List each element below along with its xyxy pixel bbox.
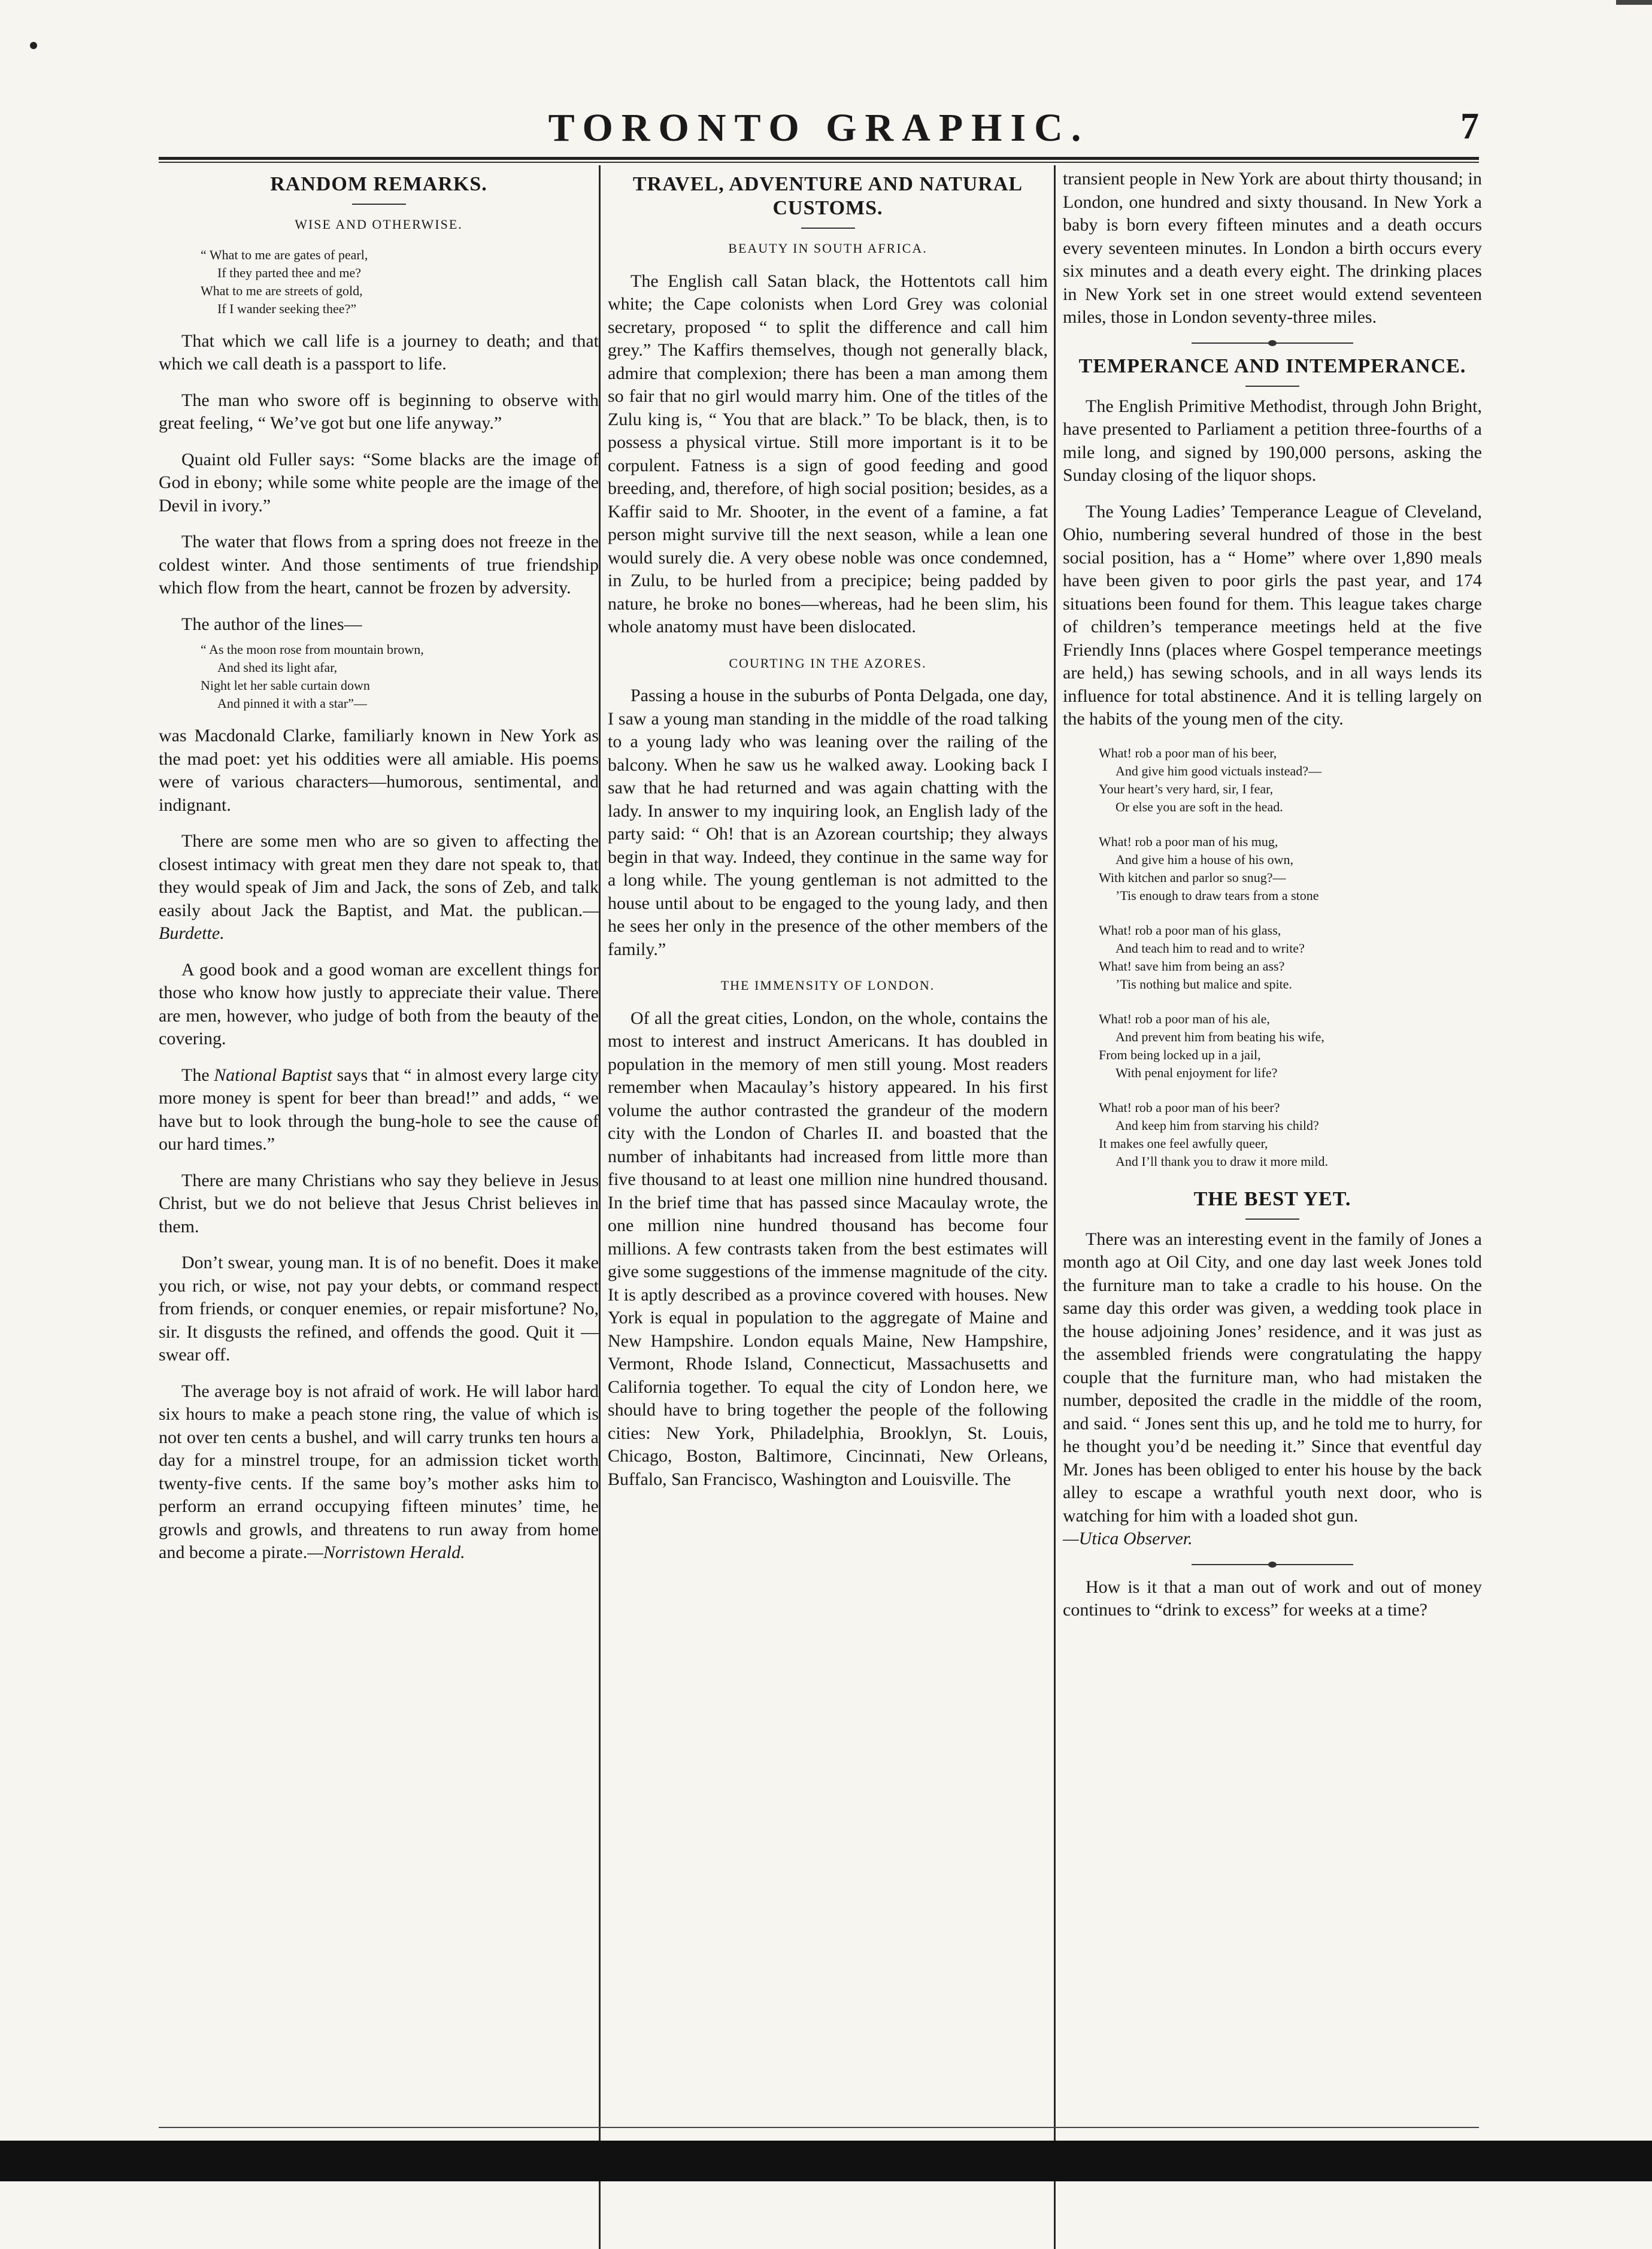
column-rule-2 — [1054, 165, 1056, 2249]
verse-line: What! rob a poor man of his beer? — [1099, 1099, 1280, 1115]
section-heading: THE BEST YET. — [1193, 1187, 1351, 1210]
paragraph: How is it that a man out of work and out of money continues to “drink to excess” for weeks at a time? — [1063, 1577, 1482, 1620]
stanza — [1099, 833, 1482, 905]
verse-line: “ What to me are gates of pearl, — [201, 247, 368, 262]
edge-mark — [1616, 0, 1652, 5]
verse-line: And give him a house of his own, — [1116, 851, 1293, 867]
short-rule — [801, 228, 855, 229]
stanza — [1099, 922, 1482, 993]
verse-line: With kitchen and parlor so snug?— — [1099, 869, 1286, 885]
verse-line: What! save him from being an ass? — [1099, 958, 1285, 974]
article-subheading: BEAUTY IN SOUTH AFRICA. — [728, 241, 927, 256]
verse-block — [201, 641, 599, 713]
credit: —Utica Observer. — [1063, 1529, 1193, 1548]
paragraph: The Young Ladies’ Temperance League of Cleveland, Ohio, numbering several hundred of those in the best social position, has a “ Home” where over 1,890 meals have been given to poor girls the past year, and 174 situations been found for them. This league takes charge of children’s temperance meetings held at the five Friendly Inns (places where Gospel temperance meetings are held,) has sewing schools, and in all ways lends its influence for total abstinence. And it is telling largely on the habits of the young men of the city. — [1063, 501, 1482, 729]
verse-line: And shed its light afar, — [217, 660, 338, 675]
short-rule — [1245, 386, 1299, 387]
verse-line: What to me are streets of gold, — [201, 283, 363, 298]
masthead-title: TORONTO GRAPHIC. — [548, 106, 1090, 150]
verse-line: And I’ll thank you to draw it more mild. — [1116, 1153, 1328, 1169]
paragraph: The English call Satan black, the Hottentots call him white; the Cape colonists when Lord Grey was colonial secretary, proposed “ to split the difference and call him grey.” The Kaffirs themselves, though not generally black, admire that complexion; there has been a man among them so fair that no girl would marry him. One of the titles of the Zulu king is, “ You that are black.” To be black, then, is to possess a physical virtue. Still more important is it to be corpulent. Fatness is a sign of good feeding and good breeding, and, therefore, of high social position; besides, as a Kaffir said to Mr. Shooter, in the event of a famine, a fat person might survive till the next season, while a lean one would surely die. A very obese noble was once condemned, in Zulu, to be hurled from a precipice; being padded by nature, he broke no bones—whereas, had he been slim, his whole anatomy must have been dislocated. — [608, 271, 1048, 636]
paragraph — [159, 1380, 599, 1565]
short-rule — [352, 204, 406, 205]
credit: —Norristown Herald. — [307, 1542, 465, 1562]
section-heading: TEMPERANCE AND INTEMPERANCE. — [1078, 354, 1466, 377]
verse-line: If I wander seeking thee?” — [217, 301, 357, 316]
paragraph-text: says that “ in almost every large city more money is spent for beer than bread!” and adds, “ we have but to look through the bung-hole to see the cause of our hard times.” — [159, 1065, 599, 1154]
paragraph: was Macdonald Clarke, familiarly known in New York as the mad poet: yet his oddities were all amiable. His poems were of various characters—humorous, sentimental, and indignant. — [159, 726, 599, 815]
verse-line: What! rob a poor man of his mug, — [1099, 833, 1278, 849]
verse-line: With penal enjoyment for life? — [1116, 1065, 1278, 1080]
paragraph-text: The average boy is not afraid of work. He will labor hard six hours to make a peach stone ring, the value of which is not over ten cents a bushel, and will carry trunks ten hours a day for a minstrel troupe, for an admission ticket worth twenty-five cents. If the same boy’s mother asks him to perform an errand occupying fifteen minutes’ time, he growls and growls, and threatens to run away from home and become a pirate. — [159, 1381, 599, 1562]
verse-block — [201, 246, 599, 318]
paragraph-text: There was an interesting event in the family of Jones a month ago at Oil City, and one day last week Jones told the furniture man to take a cradle to his house. On the same day this order was given, a wedding took place in the house adjoining Jones’ residence, and it was just as the assembled friends were congratulating the happy couple that the furniture man, who had mistaken the number, deposited the cradle in the middle of the room, and said. “ Jones sent this up, and he told me to hurry, for he thought you’d be needing it.” Since that eventful day Mr. Jones has been obliged to enter his house by the back alley to escape a wrathful youth next door, who is watching for him with a loaded shot gun. — [1063, 1229, 1482, 1526]
column-random-remarks — [159, 168, 599, 2006]
paragraph-text: The — [181, 1065, 214, 1085]
stanza — [1099, 744, 1482, 816]
section-heading: TRAVEL, ADVENTURE AND NATURAL CUSTOMS. — [632, 173, 1023, 219]
verse-line: Your heart’s very hard, sir, I fear, — [1099, 781, 1274, 796]
section-subheading: WISE AND OTHERWISE. — [295, 217, 463, 232]
page-number: 7 — [1460, 106, 1479, 147]
verse-line: “ As the moon rose from mountain brown, — [201, 642, 424, 657]
scan-edge-bar — [0, 2141, 1652, 2181]
verse-line: What! rob a poor man of his beer, — [1099, 745, 1277, 760]
paragraph: Don’t swear, young man. It is of no benefit. Does it make you rich, or wise, not pay your debts, or command respect from friends, or conquer enemies, or repair misfortune? No, sir. It disgusts the refined, and offends the good. Quit it —swear off. — [159, 1253, 599, 1365]
ink-dot — [30, 42, 37, 49]
verse-line: Or else you are soft in the head. — [1116, 799, 1283, 814]
verse-line: And prevent him from beating his wife, — [1116, 1029, 1324, 1044]
paragraph — [159, 1064, 599, 1156]
paragraph: The water that flows from a spring does not freeze in the coldest winter. And those sentiments of true friendship which flow from the heart, cannot be frozen by adversity. — [159, 532, 599, 598]
short-rule — [1245, 1219, 1299, 1220]
verse-line: ’Tis enough to draw tears from a stone — [1116, 887, 1319, 903]
verse-line: Night let her sable curtain down — [201, 678, 370, 693]
article-subheading: THE IMMENSITY OF LONDON. — [720, 978, 935, 993]
paragraph: Of all the great cities, London, on the whole, contains the most to interest and instruct Americans. It has doubled in population in the memory of men still young. Most readers remember when Macaulay’s history appeared. In his first volume the author contrasted the grandeur of the modern city with the London of Charles II. and boasted that the number of inhabitants had increased from little more than five thousand to at least one million nine hundred thousand. In the brief time that has passed since Macaulay wrote, the one million nine hundred thousand has become four millions. A few contrasts taken from the best estimates will give some suggestions of the immense magnitude of the city. It is aptly described as a province covered with houses. New York is equal in population to the aggregate of Maine and New Hampshire. London equals Maine, New Hampshire, Vermont, Rhode Island, Connecticut, Massachusetts and California together. To equal the city of London here, we should have to bring together the people of the following cities: New York, Philadelphia, Brooklyn, St. Louis, Chicago, Boston, Baltimore, Cincinnati, New Orleans, Buffalo, San Francisco, Washington and Louisville. The — [608, 1008, 1048, 1489]
header-rule-thin — [159, 162, 1479, 163]
paragraph-text: There are some men who are so given to affecting the closest intimacy with great men they dare not speak to, that they would speak of Jim and Jack, the sons of Zeb, and talk easily about Jack the Baptist, and Mat. the publican. — [159, 831, 599, 920]
article-subheading: COURTING IN THE AZORES. — [729, 655, 927, 671]
paragraph — [1063, 1228, 1482, 1551]
verse-line: And teach him to read and to write? — [1116, 940, 1305, 956]
stanza — [1099, 1099, 1482, 1171]
ornament-divider — [1192, 342, 1353, 344]
column-temperance — [1063, 168, 1482, 2006]
paragraph: transient people in New York are about thirty thousand; in London, one hundred and sixty thousand. In New York a baby is born every fifteen minutes and a death occurs every seventeen minutes. In London a birth occurs every six minutes and a death every eight. The drinking places in New York set in one street would extend seventeen miles, those in London seventy-three miles. — [1063, 169, 1482, 327]
paragraph: Quaint old Fuller says: “Some blacks are the image of God in ebony; while some white people are the image of the Devil in ivory.” — [159, 449, 599, 516]
publication-name: National Baptist — [214, 1065, 332, 1085]
verse-line: And give him good victuals instead?— — [1116, 763, 1321, 778]
verse-line: It makes one feel awfully queer, — [1099, 1135, 1268, 1151]
column-rule-1 — [599, 165, 601, 2249]
verse-line: If they parted thee and me? — [217, 265, 362, 280]
stanza — [1099, 1010, 1482, 1082]
verse-line: And pinned it with a star”— — [217, 696, 367, 711]
paragraph: The author of the lines— — [181, 614, 362, 634]
paragraph — [159, 830, 599, 945]
ornament-divider — [1192, 1564, 1353, 1565]
masthead — [159, 105, 1479, 153]
verse-line: And keep him from starving his child? — [1116, 1117, 1319, 1133]
section-heading: RANDOM REMARKS. — [270, 173, 487, 195]
paragraph: There are many Christians who say they believe in Jesus Christ, but we do not believe that Jesus Christ believes in them. — [159, 1170, 599, 1236]
credit: —Burdette. — [159, 900, 599, 943]
paragraph: Passing a house in the suburbs of Ponta Delgada, one day, I saw a young man standing in the middle of the road talking to a young lady who was leaning over the railing of the balcony. When he saw us he walked away. Looking back I saw that he had returned and was again chatting with the lady. In answer to my inquiring look, an English lady of the party said: “ Oh! that is an Azorean courtship; they always begin in that way. Indeed, they continue in the same way for a long while. The young gentleman is not admitted to the house until about to be engaged to the young lady, and then he sees her only in the presence of the other members of the family.” — [608, 686, 1048, 959]
paragraph: The man who swore off is beginning to observe with great feeling, “ We’ve got but one life anyway.” — [159, 390, 599, 433]
footer-rule — [159, 2127, 1479, 2128]
temperance-poem — [1099, 744, 1482, 1171]
verse-line: From being locked up in a jail, — [1099, 1047, 1261, 1062]
verse-line: ’Tis nothing but malice and spite. — [1116, 976, 1292, 992]
verse-line: What! rob a poor man of his ale, — [1099, 1011, 1270, 1026]
paragraph: The English Primitive Methodist, through John Bright, have presented to Parliament a petition three-fourths of a mile long, and signed by 190,000 persons, asking the Sunday closing of the liquor shops. — [1063, 396, 1482, 485]
paragraph: That which we call life is a journey to death; and that which we call death is a passport to life. — [159, 331, 599, 374]
verse-line: What! rob a poor man of his glass, — [1099, 922, 1281, 938]
paragraph: A good book and a good woman are excellent things for those who know how justly to appreciate their value. There are men, however, who judge of both from the beauty of the covering. — [159, 959, 599, 1048]
column-travel-adventure — [608, 168, 1048, 2006]
header-rule — [159, 157, 1479, 160]
